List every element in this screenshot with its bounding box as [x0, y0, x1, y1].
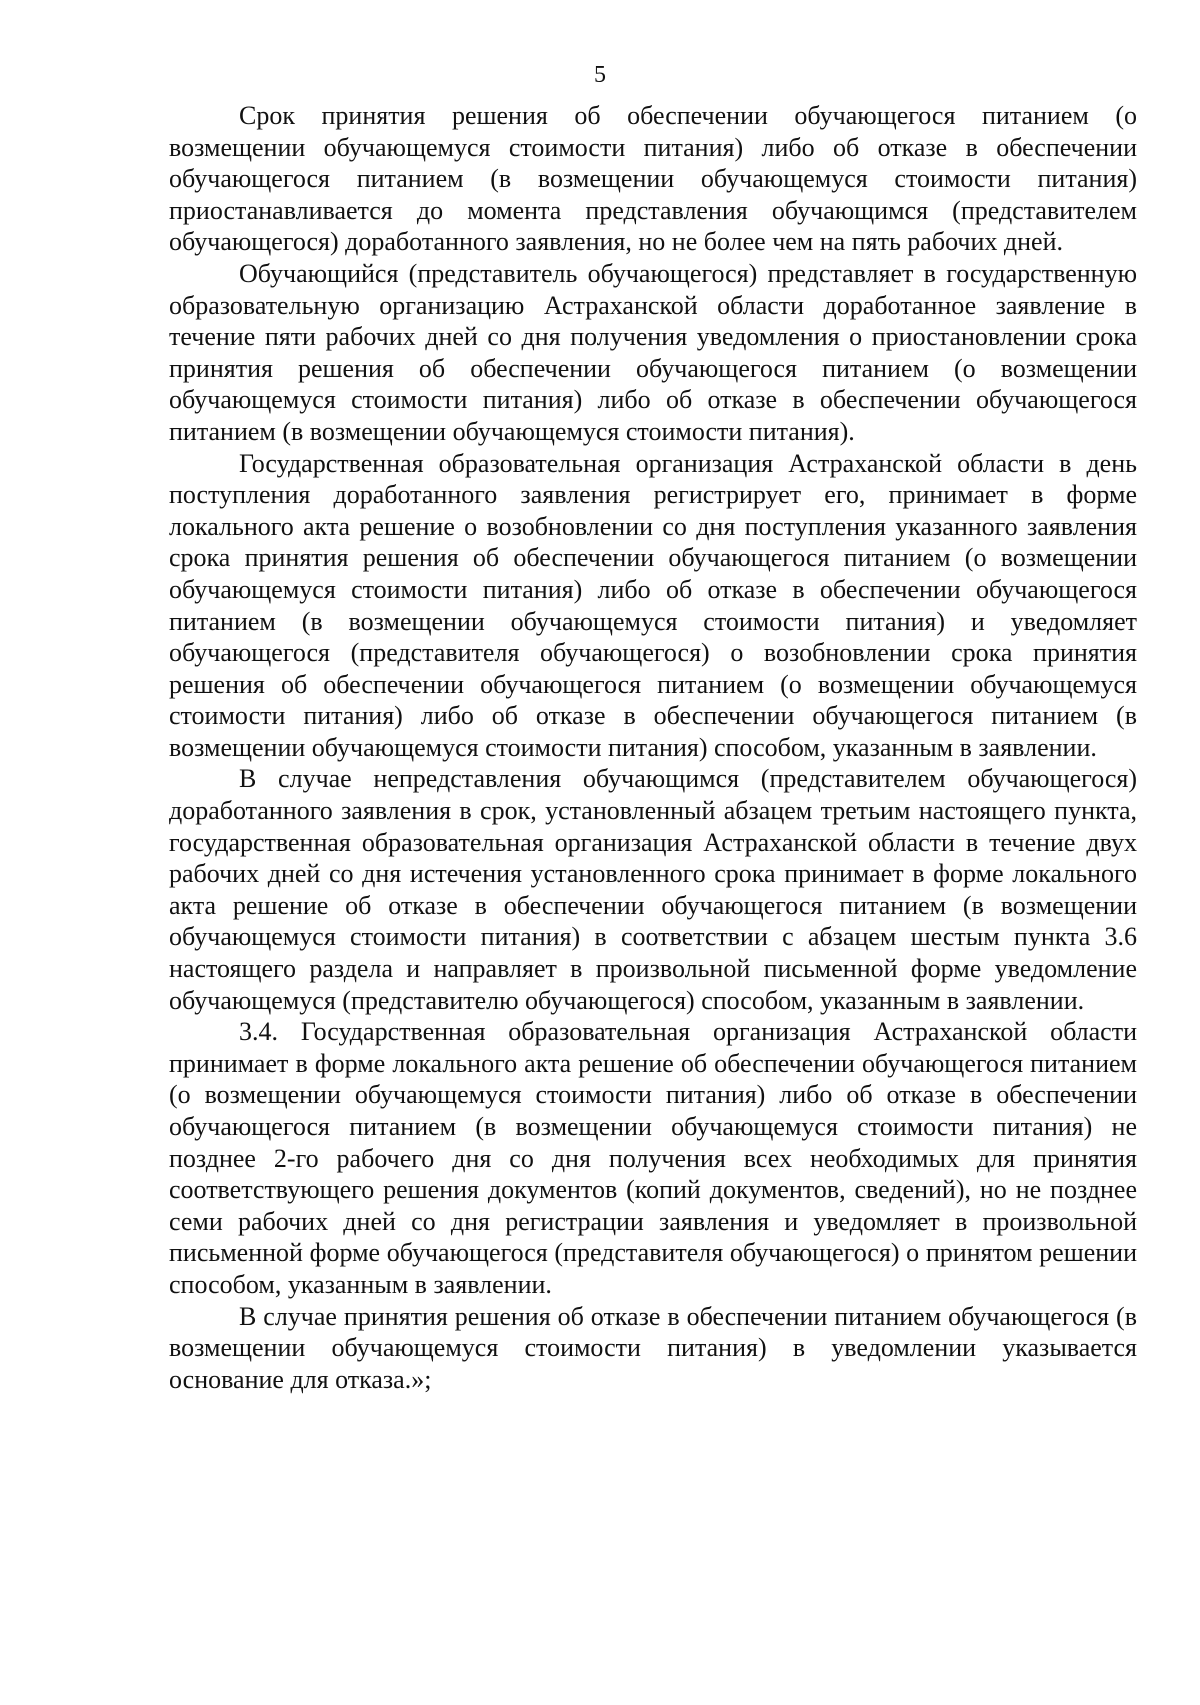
page-number: 5: [594, 62, 606, 88]
paragraph: 3.4. Государственная образовательная организация Астраханской области принимает в форме локального акта решение об обеспечении обучающегося питанием (о возмещении обучающемуся стоимости питания) либо об отказе в обеспечении обучающегося питанием (в возмещении обучающемуся стоимости питания) не позднее 2-го рабочего дня со дня получения всех необходимых для принятия соответствующего решения документов (копий документов, сведений), но не позднее семи рабочих дней со дня регистрации заявления и уведомляет в произвольной письменной форме обучающегося (представителя обучающегося) о принятом решении способом, указанным в заявлении.: [169, 1017, 1137, 1299]
document-body: [169, 100, 1137, 1395]
paragraph: Государственная образовательная организация Астраханской области в день поступления доработанного заявления регистрирует его, принимает в форме локального акта решение о возобновлении со дня поступления указанного заявления срока принятия решения об обеспечении обучающегося питанием (о возмещении обучающемуся стоимости питания) либо об отказе в обеспечении обучающегося питанием (в возмещении обучающемуся стоимости питания) и уведомляет обучающегося (представителя обучающегося) о возобновлении срока принятия решения об обеспечении обучающегося питанием (о возмещении обучающемуся стоимости питания) либо об отказе в обеспечении обучающегося питанием (в возмещении обучающемуся стоимости питания) способом, указанным в заявлении.: [169, 448, 1137, 762]
paragraph: Обучающийся (представитель обучающегося) представляет в государственную образовательную организацию Астраханской области доработанное заявление в течение пяти рабочих дней со дня получения уведомления о приостановлении срока принятия решения об обеспечении обучающегося питанием (о возмещении обучающемуся стоимости питания) либо об отказе в обеспечении обучающегося питанием (в возмещении обучающемуся стоимости питания).: [169, 258, 1137, 446]
paragraph: Срок принятия решения об обеспечении обучающегося питанием (о возмещении обучающемуся стоимости питания) либо об отказе в обеспечении обучающегося питанием (в возмещении обучающемуся стоимости питания) приостанавливается до момента представления обучающимся (представителем обучающегося) доработанного заявления, но не более чем на пять рабочих дней.: [169, 101, 1137, 257]
paragraph: В случае принятия решения об отказе в обеспечении питанием обучающегося (в возмещении обучающемуся стоимости питания) в уведомлении указывается основание для отказа.»;: [169, 1301, 1137, 1394]
paragraph: В случае непредставления обучающимся (представителем обучающегося) доработанного заявления в срок, установленный абзацем третьим настоящего пункта, государственная образовательная организация Астраханской области в течение двух рабочих дней со дня истечения установленного срока принимает в форме локального акта решение об отказе в обеспечении обучающегося питанием (в возмещении обучающемуся стоимости питания) в соответствии с абзацем шестым пункта 3.6 настоящего раздела и направляет в произвольной письменной форме уведомление обучающемуся (представителю обучающегося) способом, указанным в заявлении.: [169, 764, 1137, 1015]
